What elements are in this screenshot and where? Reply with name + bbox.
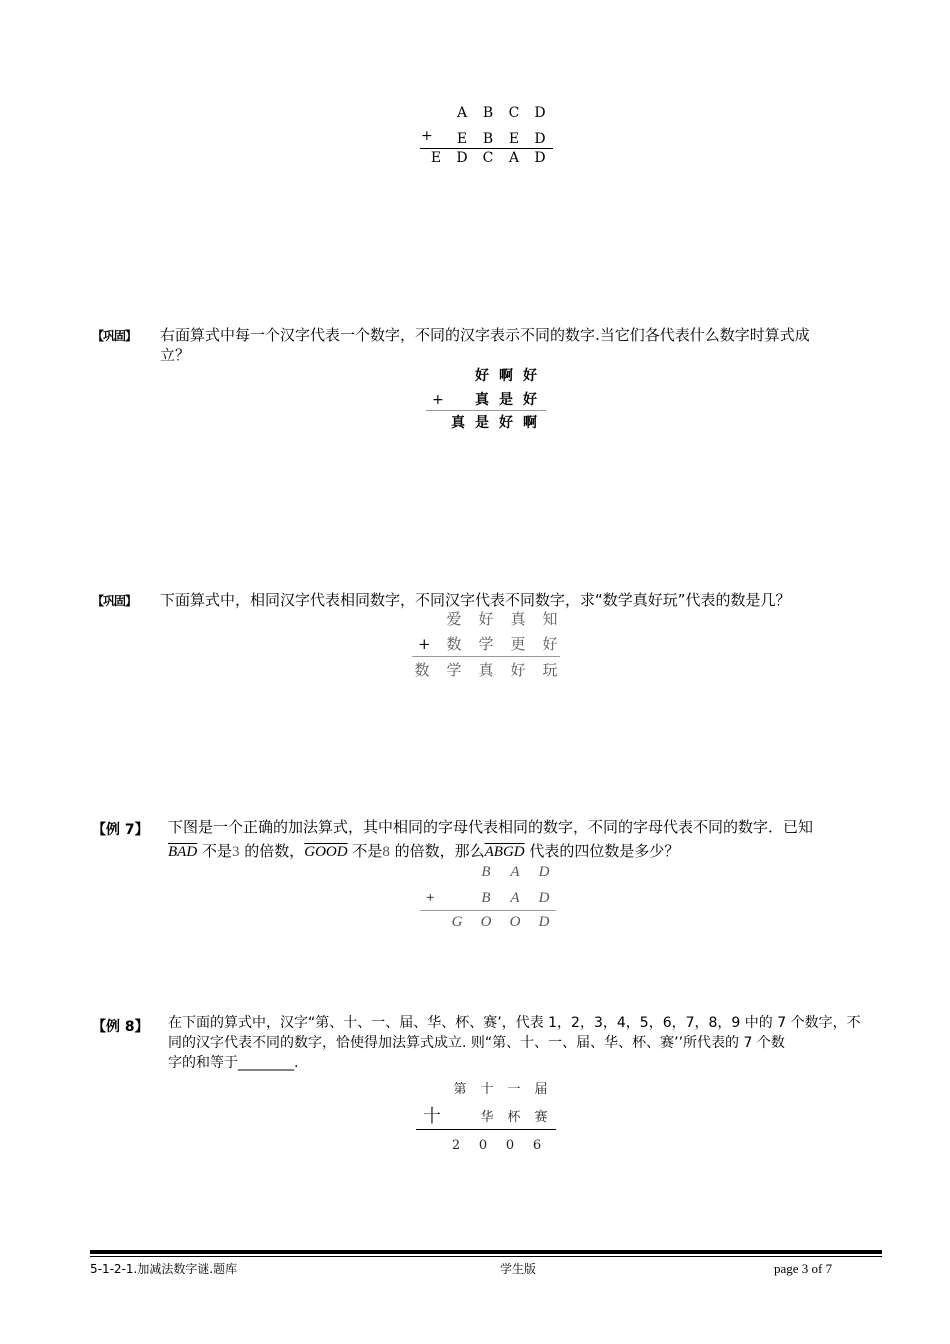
digit-cell: C bbox=[508, 105, 520, 121]
digit-cell: 0 bbox=[505, 1138, 515, 1153]
example-text bbox=[168, 1013, 888, 1073]
digit-cell: 届 bbox=[534, 1082, 548, 1097]
digit-cell: D bbox=[538, 914, 550, 930]
digit-cell: D bbox=[456, 150, 468, 166]
digit-cell: 杯 bbox=[507, 1110, 521, 1125]
digit-cell: 数 bbox=[446, 635, 462, 653]
text-run: 的倍数，那么 bbox=[389, 842, 485, 860]
footer-center: 学生版 bbox=[500, 1262, 537, 1276]
digit-cell: D bbox=[534, 150, 546, 166]
question-text: 下面算式中，相同汉字代表相同数字，不同汉字代表不同数字，求“数学真好玩”代表的数是几？ bbox=[160, 591, 791, 609]
digit-cell: 数 bbox=[414, 661, 430, 679]
digit-cell: E bbox=[430, 150, 442, 166]
digit-cell: C bbox=[482, 150, 494, 166]
digit-cell: 真 bbox=[475, 392, 489, 408]
sum-line bbox=[426, 410, 546, 411]
footer-rule-thick bbox=[90, 1250, 882, 1254]
digit-cell: A bbox=[510, 864, 520, 880]
digit-cell: E bbox=[508, 131, 520, 147]
plus-sign: + bbox=[432, 392, 444, 408]
question-tag: 【巩固】 bbox=[92, 594, 137, 608]
example-text-line: 在下面的算式中，汉字“第、十、一、届、华、杯、赛’，代表 1，2，3，4，5，6，7，8，9 中的 7 个数字，不 bbox=[168, 1015, 861, 1031]
digit-cell: 第 bbox=[453, 1082, 467, 1097]
example-text-line: 下图是一个正确的加法算式，其中相同的字母代表相同的数字，不同的字母代表不同的数字．已知 bbox=[168, 818, 814, 836]
example-text-line: 同的汉字代表不同的数字，恰使得加法算式成立. 则“第、十、一、届、华、杯、赛’’所代表的 7 个数 bbox=[168, 1035, 785, 1051]
plus-sign: + bbox=[426, 890, 435, 906]
text-run: 的倍数， bbox=[239, 842, 305, 860]
digit-cell: 好 bbox=[510, 661, 526, 679]
digit-cell: A bbox=[510, 890, 520, 906]
digit-cell: 一 bbox=[507, 1082, 521, 1097]
digit-cell: 2 bbox=[451, 1138, 461, 1153]
question-tag: 【巩固】 bbox=[92, 329, 137, 343]
digit-cell: 啊 bbox=[523, 415, 537, 431]
digit-cell: 十 bbox=[480, 1082, 494, 1097]
footer-rule-thin bbox=[90, 1256, 882, 1257]
digit-cell: B bbox=[482, 105, 494, 121]
digit-cell: 好 bbox=[523, 368, 537, 384]
example-text bbox=[168, 817, 888, 862]
footer-page-number: page 3 of 7 bbox=[774, 1261, 833, 1276]
bad-overline: $\overline{BAD}$ bbox=[168, 844, 198, 860]
number-3: 3 bbox=[231, 844, 240, 860]
digit-cell: 好 bbox=[542, 635, 558, 653]
digit-cell: 是 bbox=[499, 392, 513, 408]
example-text-line bbox=[168, 841, 888, 862]
digit-cell: 啊 bbox=[499, 368, 513, 384]
example-tag: 【例 7】 bbox=[92, 822, 149, 838]
digit-cell: B bbox=[482, 131, 494, 147]
digit-cell: B bbox=[481, 864, 491, 880]
digit-cell: 华 bbox=[480, 1110, 494, 1125]
digit-cell: 6 bbox=[532, 1138, 542, 1153]
digit-cell: B bbox=[481, 890, 491, 906]
digit-cell: 学 bbox=[478, 635, 494, 653]
digit-cell: 是 bbox=[475, 415, 489, 431]
digit-cell: O bbox=[509, 914, 521, 930]
question-text-line: 右面算式中每一个汉字代表一个数字，不同的汉字表示不同的数字.当它们各代表什么数字时算式成 bbox=[160, 326, 810, 344]
digit-cell: 好 bbox=[475, 368, 489, 384]
text-run: 不是 bbox=[347, 842, 383, 860]
digit-cell: E bbox=[456, 131, 468, 147]
abgd-overline: ABGD bbox=[484, 844, 525, 860]
digit-cell: A bbox=[508, 150, 520, 166]
digit-cell: D bbox=[538, 864, 550, 880]
sum-line bbox=[420, 910, 556, 911]
digit-cell: 赛 bbox=[534, 1110, 548, 1125]
digit-cell: O bbox=[480, 914, 492, 930]
digit-cell: 真 bbox=[451, 415, 465, 431]
digit-cell: 真 bbox=[478, 661, 494, 679]
digit-cell: 玩 bbox=[542, 661, 558, 679]
footer-left: 5-1-2-1.加减法数字谜.题库 bbox=[90, 1262, 238, 1276]
digit-cell: G bbox=[451, 914, 463, 930]
question-text bbox=[160, 325, 810, 365]
example-tag: 【例 8】 bbox=[92, 1019, 149, 1035]
digit-cell: 知 bbox=[542, 610, 558, 628]
number-8: 8 bbox=[382, 844, 390, 860]
example-text-line: 字的和等于________. bbox=[168, 1055, 299, 1071]
sum-line bbox=[416, 1129, 556, 1130]
plus-sign: + bbox=[418, 635, 431, 653]
digit-cell: 好 bbox=[523, 392, 537, 408]
good-overline: GOOD bbox=[304, 844, 348, 860]
digit-cell: 0 bbox=[478, 1138, 488, 1153]
sum-line bbox=[412, 656, 560, 657]
digit-cell: 学 bbox=[446, 661, 462, 679]
digit-cell: D bbox=[538, 890, 550, 906]
plus-sign: 十 bbox=[423, 1106, 441, 1127]
digit-cell: D bbox=[534, 131, 546, 147]
question-text-line: 立？ bbox=[160, 346, 191, 364]
digit-cell: D bbox=[534, 105, 546, 121]
text-run: 不是 bbox=[197, 842, 232, 860]
digit-cell: 爱 bbox=[446, 610, 462, 628]
text-run: 代表的四位数是多少？ bbox=[524, 842, 680, 860]
plus-sign: + bbox=[421, 128, 433, 144]
digit-cell: 真 bbox=[510, 610, 526, 628]
digit-cell: 好 bbox=[478, 610, 494, 628]
digit-cell: 更 bbox=[510, 635, 526, 653]
digit-cell: A bbox=[456, 105, 468, 121]
digit-cell: 好 bbox=[499, 415, 513, 431]
